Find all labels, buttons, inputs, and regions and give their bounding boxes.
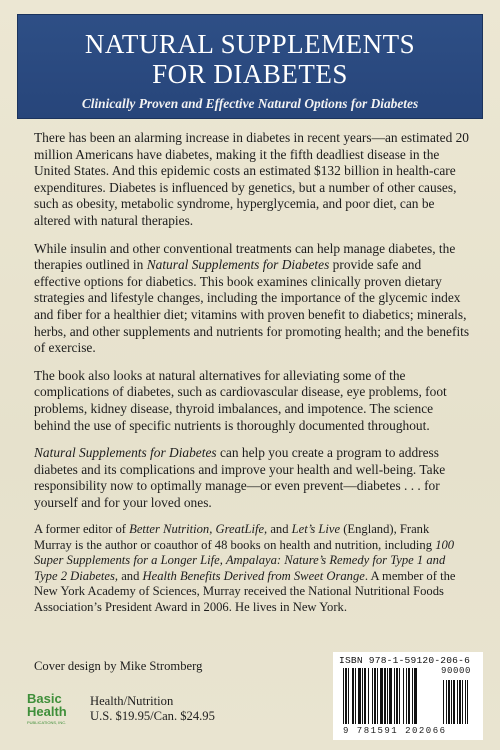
title-line-1: NATURAL SUPPLEMENTS (84, 29, 416, 59)
barcode-bar (358, 668, 361, 724)
publisher-logo (26, 690, 84, 728)
barcode-bar (394, 668, 395, 724)
price-label: U.S. $19.95/Can. $24.95 (90, 709, 215, 723)
barcode-addon-bar (457, 680, 458, 724)
barcode-bar (355, 668, 356, 724)
barcode-bar (384, 668, 386, 724)
bio-text-c: (England), Frank Murray is the author or coauthor of 48 books on health and nutrition, including (34, 522, 436, 552)
barcode-bar (368, 668, 369, 724)
description (34, 130, 470, 626)
barcode-bar (343, 668, 344, 724)
barcode-addon-bar (462, 680, 463, 724)
logo-line-1: Basic (27, 691, 62, 706)
publisher-block (26, 690, 215, 728)
bio-text-e: . A member of the New York Academy of Sciences, Murray received the National Nutritional Foods Association’s President Award in 2006. He lives in New York. (34, 568, 456, 614)
author-bio (34, 522, 470, 615)
barcode-bars (339, 668, 479, 726)
barcode-bar (377, 668, 378, 724)
bio-text-d: and (118, 568, 143, 583)
barcode-addon-bar (467, 680, 468, 724)
paragraph-2-book-title: Natural Supplements for Diabetes (146, 257, 330, 273)
logo-line-2: Health (27, 704, 67, 719)
barcode-bar (408, 668, 410, 724)
barcode-bar (364, 668, 366, 724)
barcode-bar (380, 668, 383, 724)
book-title (18, 29, 482, 89)
barcode-bar (414, 668, 417, 724)
barcode-bar (348, 668, 349, 724)
barcode-bar (396, 668, 398, 724)
bio-text-b: and (267, 522, 292, 537)
barcode-addon-bar (465, 680, 466, 724)
barcode (333, 652, 483, 740)
isbn-label: ISBN 978-1-59120-206-6 (339, 655, 471, 666)
paragraph-4 (34, 445, 470, 511)
barcode-bar (403, 668, 404, 724)
barcode-bar (387, 668, 388, 724)
cover-design-credit: Cover design by Mike Stromberg (34, 659, 203, 673)
barcode-bar (374, 668, 376, 724)
price-block (90, 694, 215, 724)
paragraph-4-text: can help you create a program to address diabetes and its complications and improve your health and well-being. Take responsibility now to optimally manage—or even prevent—diabetes . . . for yourself and for your loved ones. (34, 445, 446, 510)
paragraph-1: There has been an alarming increase in diabetes in recent years—an estimated 20 million Americans have diabetes, making it the fifth deadliest disease in the United States. And this epidemic costs an estimated $132 billion in health-care expenditures. Diabetes is influenced by genetics, but a number of other causes, such as obesity, metabolic syndrome, hyperglycemia, and poor diet, can be altered with natural therapies. (34, 130, 470, 228)
paragraph-2 (34, 241, 470, 357)
book-subtitle: Clinically Proven and Effective Natural Options for Diabetes (81, 96, 419, 111)
basic-health-logo-icon (26, 690, 84, 728)
bio-books-2: Health Benefits Derived from Sweet Orange (142, 568, 365, 583)
barcode-bar (372, 668, 373, 724)
barcode-bar (345, 668, 347, 724)
paragraph-3: The book also looks at natural alternatives for alleviating some of the complications of diabetes, such as cardiovascular disease, eye problems, foot problems, kidney disease, thyroid imbalances, and impotence. The science behind the use of specific nutrients is thoroughly documented throughout. (34, 367, 447, 433)
barcode-addon-bar (451, 680, 452, 724)
paragraph-2-text-a: While insulin and other conventional treatments can help manage diabetes, the therapies outlined in (34, 240, 456, 273)
paragraph-2-text-b: provide safe and effective options for diabetics. This book examines clinically proven dietary strategies and lifestyle changes, including the importance of the glycemic index and fiber for a healthier diet; vitamins with proven benefit to diabetics; minerals, herbs, and other supplements and nutrients for promoting health; and the benefits of exercise. (34, 257, 470, 356)
barcode-addon-bar (453, 680, 455, 724)
barcode-bar (389, 668, 392, 724)
barcode-addon-digits: 90000 (441, 666, 472, 676)
bio-books-1: 100 Super Supplements for a Longer Life, Ampalaya: Nature’s Remedy for Type 1 and Type 2 Diabetes, (34, 537, 455, 583)
barcode-addon-bar (459, 680, 461, 724)
barcode-bar (406, 668, 407, 724)
barcode-bar (352, 668, 354, 724)
title-banner (17, 14, 483, 119)
barcode-digits: 9 781591 202066 (343, 726, 447, 736)
paragraph-4-book-title: Natural Supplements for Diabetes (34, 445, 217, 461)
bio-magazine-3: Let’s Live (291, 522, 341, 537)
title-line-2: FOR DIABETES (152, 59, 348, 89)
barcode-bar (362, 668, 363, 724)
category-label: Health/Nutrition (90, 694, 174, 708)
bio-text-a: A former editor of (34, 522, 130, 537)
barcode-bar (412, 668, 413, 724)
barcode-addon-bar (448, 680, 450, 724)
barcode-addon-bar (443, 680, 444, 724)
logo-line-3: PUBLICATIONS, INC. (27, 720, 67, 725)
barcode-addon-bar (446, 680, 447, 724)
barcode-bar (399, 668, 400, 724)
bio-magazines: Better Nutrition, GreatLife, (129, 522, 268, 537)
